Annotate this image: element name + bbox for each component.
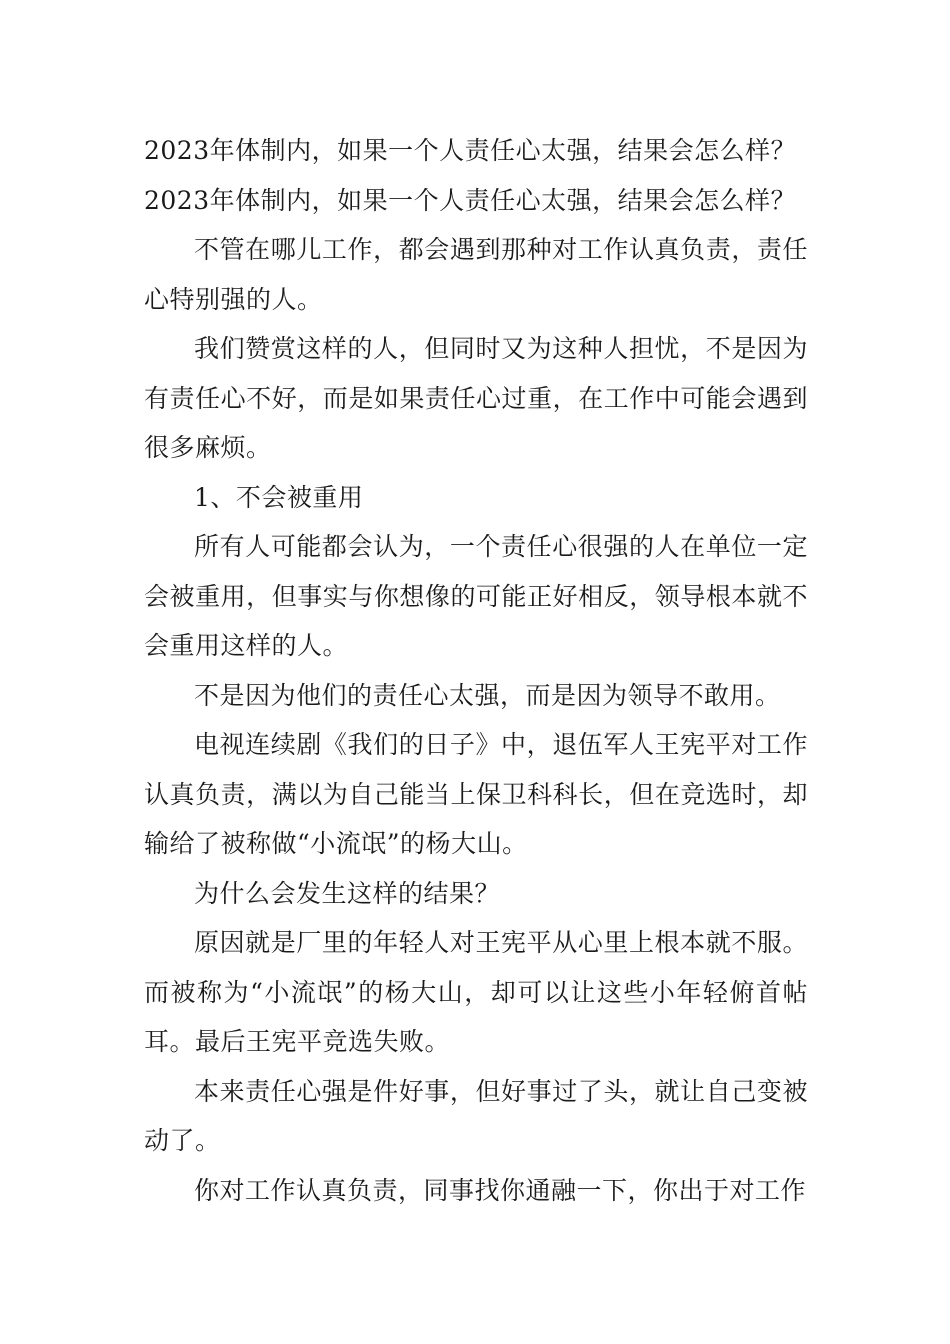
document-title-line-2: 2023年体制内，如果一个人责任心太强，结果会怎么样？ (144, 185, 797, 215)
paragraph-4: 不是因为他们的责任心太强，而是因为领导不敢用。 (194, 680, 781, 710)
paragraph-5: 电视连续剧《我们的日子》中，退伍军人王宪平对工作认真负责，满以为自己能当上保卫科科长，但在竞选时，却输给了被称做“小流氓”的杨大山。 (144, 730, 808, 858)
paragraph-2: 我们赞赏这样的人，但同时又为这种人担忧，不是因为有责任心不好，而是如果责任心过重，在工作中可能会遇到很多麻烦。 (144, 334, 808, 462)
document-body (144, 126, 808, 1215)
document-title-line-1: 2023年体制内，如果一个人责任心太强，结果会怎么样？ (144, 136, 797, 165)
paragraph-7: 原因就是厂里的年轻人对王宪平从心里上根本就不服。而被称为“小流氓”的杨大山，却可以让这些小年轻俯首帖耳。最后王宪平竞选失败。 (144, 928, 808, 1056)
paragraph-6: 为什么会发生这样的结果？ (194, 878, 501, 908)
paragraph-1: 不管在哪儿工作，都会遇到那种对工作认真负责，责任心特别强的人。 (144, 235, 808, 314)
paragraph-9: 你对工作认真负责，同事找你通融一下，你出于对工作 (194, 1175, 807, 1205)
paragraph-3: 所有人可能都会认为，一个责任心很强的人在单位一定会被重用，但事实与你想像的可能正好相反，领导根本就不会重用这样的人。 (144, 532, 808, 660)
section-heading-1: 1、不会被重用 (194, 482, 364, 512)
paragraph-8: 本来责任心强是件好事，但好事过了头，就让自己变被动了。 (144, 1076, 808, 1155)
